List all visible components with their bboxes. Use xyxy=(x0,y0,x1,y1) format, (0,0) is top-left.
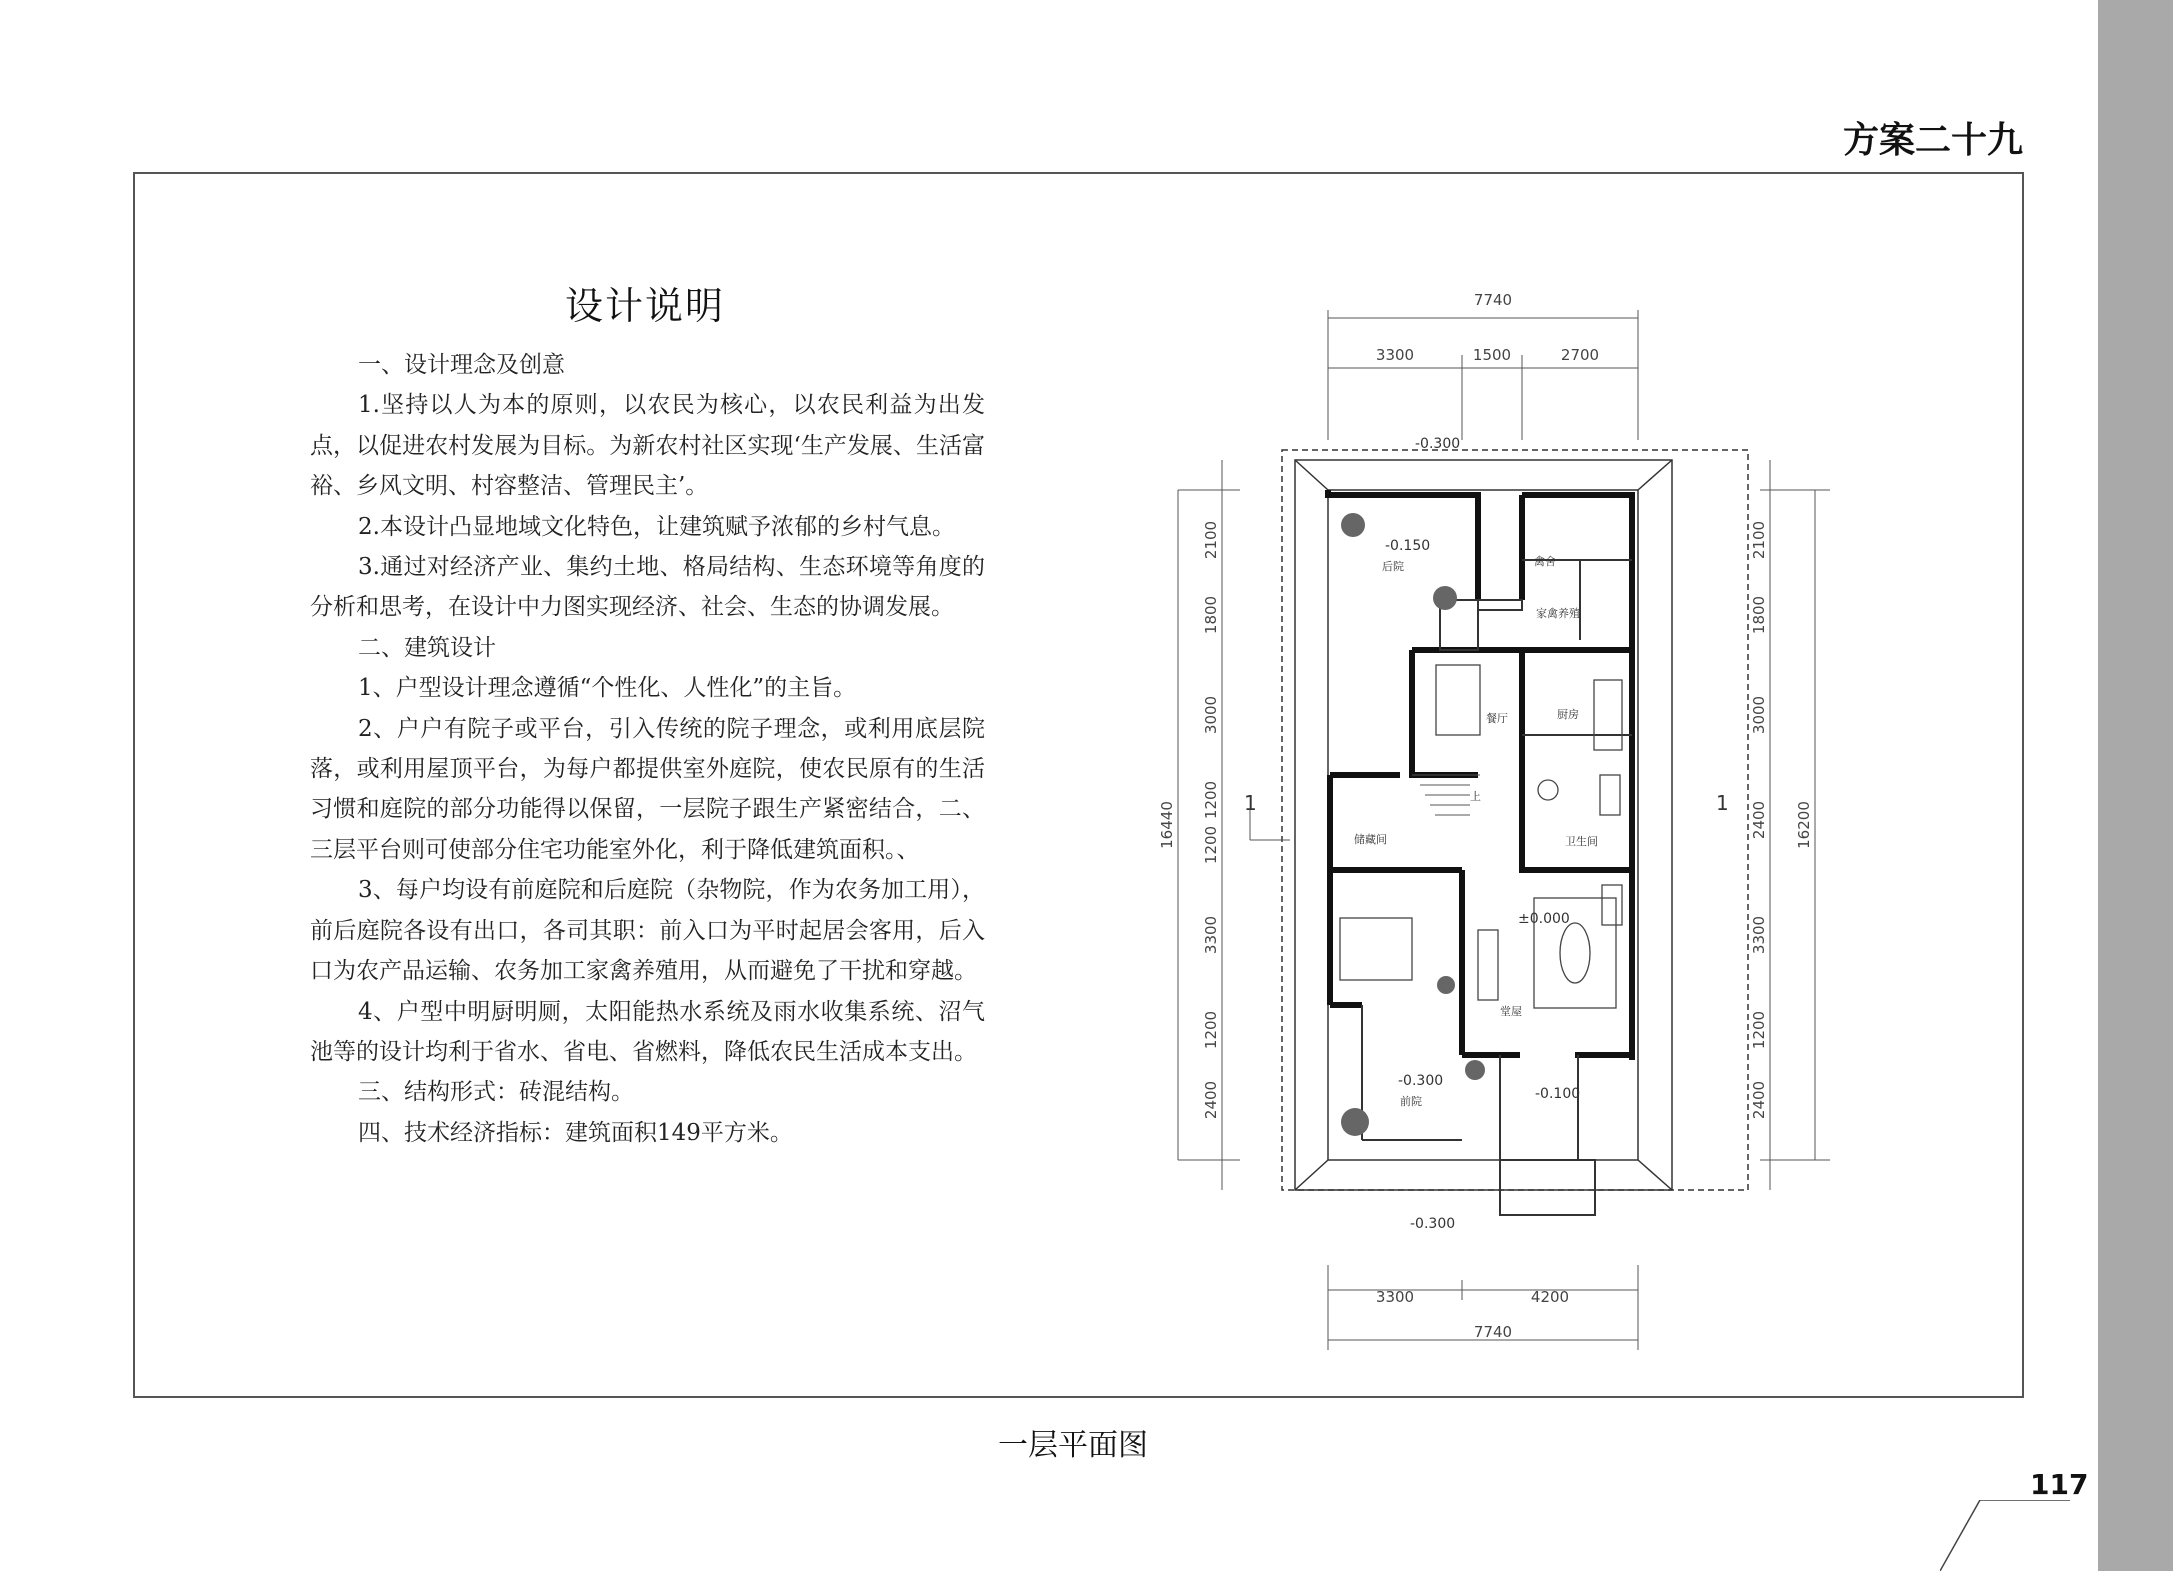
document-title: 设计说明 xyxy=(565,284,726,328)
level-entrance: -0.100 xyxy=(1535,1086,1581,1102)
section-mark-left: 1 xyxy=(1244,791,1257,815)
page-number: 117 xyxy=(2030,1468,2089,1501)
room-dining: 餐厅 xyxy=(1486,712,1508,725)
dim-left-total: 16440 xyxy=(1158,801,1176,849)
description-paragraph: 二、建筑设计 xyxy=(358,634,496,661)
room-back-yard: 后院 xyxy=(1382,560,1404,573)
dim-left-5: 1200 xyxy=(1202,825,1220,865)
level-living: ±0.000 xyxy=(1518,911,1570,927)
description-paragraph: 4、户型中明厨明厕，太阳能热水系统及雨水收集系统、沼气池等的设计均利于省水、省电、省燃料，降低农民生活成本支出。 xyxy=(310,998,985,1065)
room-storage: 储藏间 xyxy=(1354,833,1387,846)
coffee-table xyxy=(1560,923,1590,983)
dim-right-5: 3300 xyxy=(1750,915,1768,955)
dim-right-6: 1200 xyxy=(1750,1010,1768,1050)
dim-left-1: 2100 xyxy=(1202,520,1220,560)
dim-top-2: 1500 xyxy=(1472,346,1512,364)
description-paragraph: 一、设计理念及创意 xyxy=(358,352,565,378)
dim-right-4: 2400 xyxy=(1750,800,1768,840)
kitchen-counter xyxy=(1594,680,1622,750)
dim-left-6: 3300 xyxy=(1202,915,1220,955)
dim-right-total: 16200 xyxy=(1795,801,1813,849)
dim-bottom-total: 7740 xyxy=(1473,1323,1513,1341)
site-boundary xyxy=(1282,450,1748,1190)
dim-left-3: 3000 xyxy=(1202,695,1220,735)
level-bottom: -0.300 xyxy=(1410,1216,1456,1232)
description-paragraph: 3、每户均设有前庭院和后庭院（杂物院，作为农务加工用），前后庭院各设有出口，各司其职：前入口为平时起居会客用，后入口为农产品运输、农务加工家禽养殖用，从而避免了干扰和穿越。 xyxy=(310,877,985,985)
bathtub xyxy=(1600,775,1620,815)
eave-line xyxy=(1328,490,1638,1160)
level-back-yard: -0.150 xyxy=(1385,538,1431,554)
room-kitchen: 厨房 xyxy=(1557,708,1579,721)
dim-right-3: 3000 xyxy=(1750,695,1768,735)
level-top: -0.300 xyxy=(1415,436,1461,452)
toilet xyxy=(1538,780,1558,800)
description-paragraph: 2.本设计凸显地域文化特色，让建筑赋予浓郁的乡村气息。 xyxy=(358,513,955,540)
room-bathroom: 卫生间 xyxy=(1565,835,1598,848)
dim-right-2: 1800 xyxy=(1750,595,1768,635)
level-front-yard: -0.300 xyxy=(1398,1073,1444,1089)
floor-plan-drawing xyxy=(1150,280,1850,1360)
room-poultry: 禽舍 xyxy=(1534,555,1556,568)
page-edge-band xyxy=(2098,0,2173,1571)
dim-top-1: 3300 xyxy=(1375,346,1415,364)
dim-right-7: 2400 xyxy=(1750,1080,1768,1120)
dim-left-8: 2400 xyxy=(1202,1080,1220,1120)
dimension-lines xyxy=(1178,310,1830,1350)
room-livestock: 家禽养殖 xyxy=(1536,607,1580,620)
stair-up-label: 上 xyxy=(1470,790,1481,803)
section-mark-right: 1 xyxy=(1716,791,1729,815)
dim-bottom-1: 3300 xyxy=(1375,1288,1415,1306)
bed xyxy=(1340,918,1412,980)
design-description xyxy=(310,345,985,1153)
page-corner-line xyxy=(1940,1500,2100,1571)
dim-left-4: 1200 xyxy=(1202,780,1220,820)
dim-left-2: 1800 xyxy=(1202,595,1220,635)
description-paragraph: 3.通过对经济产业、集约土地、格局结构、生态环境等角度的分析和思考，在设计中力图实现经济、社会、生态的协调发展。 xyxy=(310,554,985,621)
scheme-title: 方案二十九 xyxy=(1842,120,2023,161)
room-living: 堂屋 xyxy=(1500,1005,1522,1018)
dim-top-3: 2700 xyxy=(1560,346,1600,364)
dining-table xyxy=(1436,665,1480,735)
interior-walls xyxy=(1362,560,1632,1215)
description-paragraph: 1、户型设计理念遵循“个性化、人性化”的主旨。 xyxy=(358,675,857,702)
room-front-yard: 前院 xyxy=(1400,1095,1422,1108)
description-paragraph: 1.坚持以人为本的原则，以农民为核心，以农民利益为出发点，以促进农村发展为目标。为新农村社区实现‘生产发展、生活富裕、乡风文明、村容整洁、管理民主’。 xyxy=(310,392,985,500)
dim-left-7: 1200 xyxy=(1202,1010,1220,1050)
dim-top-total: 7740 xyxy=(1473,291,1513,309)
description-paragraph: 三、结构形式：砖混结构。 xyxy=(358,1079,634,1106)
tv-cabinet xyxy=(1478,930,1498,1000)
description-paragraph: 2、户户有院子或平台，引入传统的院子理念，或利用底层院落，或利用屋顶平台，为每户都提供室外庭院，使农民原有的生活习惯和庭院的部分功能得以保留，一层院子跟生产紧密结合，二、三层平台则可使部分住宅功能室外化，利于降低建筑面积。、 xyxy=(310,715,985,863)
plan-caption: 一层平面图 xyxy=(998,1428,1148,1463)
roof-outline xyxy=(1295,460,1672,1190)
description-paragraph: 四、技术经济指标：建筑面积149平方米。 xyxy=(358,1119,793,1146)
dim-bottom-2: 4200 xyxy=(1530,1288,1570,1306)
dim-right-1: 2100 xyxy=(1750,520,1768,560)
sofa xyxy=(1602,885,1622,925)
